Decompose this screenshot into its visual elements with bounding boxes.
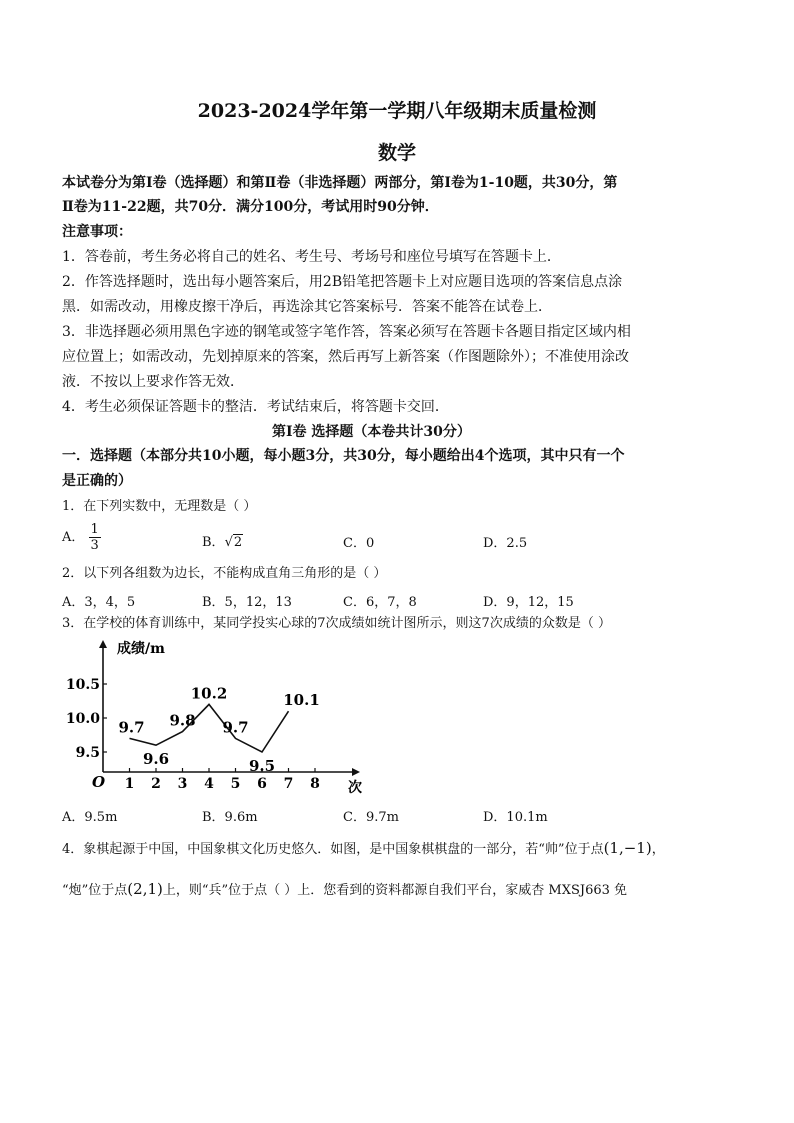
x-tick-label: 6 [257,776,267,792]
x-tick-label: 3 [177,776,188,792]
data-label: 9.8 [169,711,196,730]
sqrt-radicand: 2 [233,535,243,550]
q4-text-end: ， [651,842,665,857]
subject-title: 数学 [377,142,416,164]
fraction-numerator: 1 [90,522,99,537]
q4-line-1 [62,838,665,860]
y-axis-label: 成绩/m [117,641,165,657]
q1-option-a [62,522,101,553]
section-instruction-2: 是正确的） [62,473,132,489]
sqrt-expression [225,535,244,550]
x-tick-label: 1 [124,776,135,792]
q3-option-c: C．9.7m [343,810,399,825]
section-instruction-1: 一．选择题（本部分共10小题，每小题3分，共30分，每小题给出4个选项，其中只有一个 [62,448,625,464]
q3-stem: 3．在学校的体育训练中，某同学投实心球的7次成绩如统计图所示，则这7次成绩的众数是（ ） [62,616,611,631]
y-tick-label: 10.5 [65,677,100,693]
note-line: 黑．如需改动，用橡皮擦干净后，再选涂其它答案标号．答案不能答在试卷上． [62,299,552,315]
q2-option-c: C．6，7，8 [343,595,417,610]
data-label: 10.1 [283,691,320,710]
x-tick-label: 7 [283,776,294,792]
intro-line-2: Ⅱ卷为11-22题，共70分．满分100分，考试用时90分钟． [62,199,439,215]
data-label: 9.5 [248,757,276,775]
score-line-chart [62,636,372,806]
q1-stem: 1．在下列实数中，无理数是（ ） [62,499,257,514]
fraction [89,522,101,553]
q3-option-b: B．9.6m [202,810,258,825]
q1-option-b-label: B． [202,535,225,550]
q2-option-d: D．9，12，15 [483,595,574,610]
q4-text: “炮”位于点 [62,883,128,898]
q4-line-2 [62,879,627,901]
origin-label: O [92,773,106,791]
q1-option-c: C．0 [343,536,375,551]
data-label: 9.6 [142,750,170,769]
data-label: 9.7 [118,718,145,737]
note-line: 液．不按以上要求作答无效． [62,374,244,390]
note-line: 3．非选择题必须用黑色字迹的钢笔或签字笔作答，答案必须写在答题卡各题目指定区域内相 [62,324,631,340]
exam-title: 2023-2024学年第一学期八年级期末质量检测 [197,100,597,122]
section-heading: 第Ⅰ卷 选择题（本卷共计30分） [272,424,471,440]
q1-option-b [202,531,243,550]
q3-option-d: D．10.1m [483,810,548,825]
q1-option-d: D．2.5 [483,536,528,551]
sqrt-sign: √ [224,535,233,550]
notes-heading: 注意事项： [62,224,132,240]
point-shuai: (1,−1) [603,839,652,857]
point-pao: (2,1) [127,880,163,898]
x-tick-label: 8 [310,776,320,792]
q4-text: 4．象棋起源于中国，中国象棋文化历史悠久．如图，是中国象棋棋盘的一部分，若“帅”位于点 [62,842,604,857]
q2-option-b: B．5，12，13 [202,595,292,610]
q2-option-a: A．3，4，5 [62,595,136,610]
data-label: 9.7 [222,718,249,737]
note-line: 应位置上；如需改动，先划掉原来的答案，然后再写上新答案（作图题除外）；不准使用涂改 [62,349,629,365]
fraction-denominator: 3 [90,538,99,553]
y-tick-label: 10.0 [65,711,100,727]
data-label: 10.2 [190,684,228,703]
score-series-line [130,704,289,752]
q1-option-a-label: A． [62,530,85,545]
x-tick-label: 2 [151,776,161,792]
note-line: 2．作答选择题时，选出每小题答案后，用2B铅笔把答题卡上对应题目选项的答案信息点涂 [62,274,623,290]
y-tick-label: 9.5 [75,745,100,761]
q4-text-end: 上，则“兵”位于点（ ）上．您看到的资料都源自我们平台，家威杏 MXSJ663 免 [162,883,628,898]
x-tick-label: 4 [204,776,214,792]
x-axis-label: 次 [348,780,362,796]
x-tick-label: 5 [230,776,241,792]
note-line: 1．答卷前，考生务必将自己的姓名、考生号、考场号和座位号填写在答题卡上． [62,249,561,265]
note-line: 4．考生必须保证答题卡的整洁．考试结束后，将答题卡交回． [62,399,449,415]
q3-option-a: A．9.5m [62,810,118,825]
q2-stem: 2．以下列各组数为边长，不能构成直角三角形的是（ ） [62,566,387,581]
intro-line-1: 本试卷分为第Ⅰ卷（选择题）和第Ⅱ卷（非选择题）两部分，第Ⅰ卷为1-10题，共30分，第 [62,175,618,191]
